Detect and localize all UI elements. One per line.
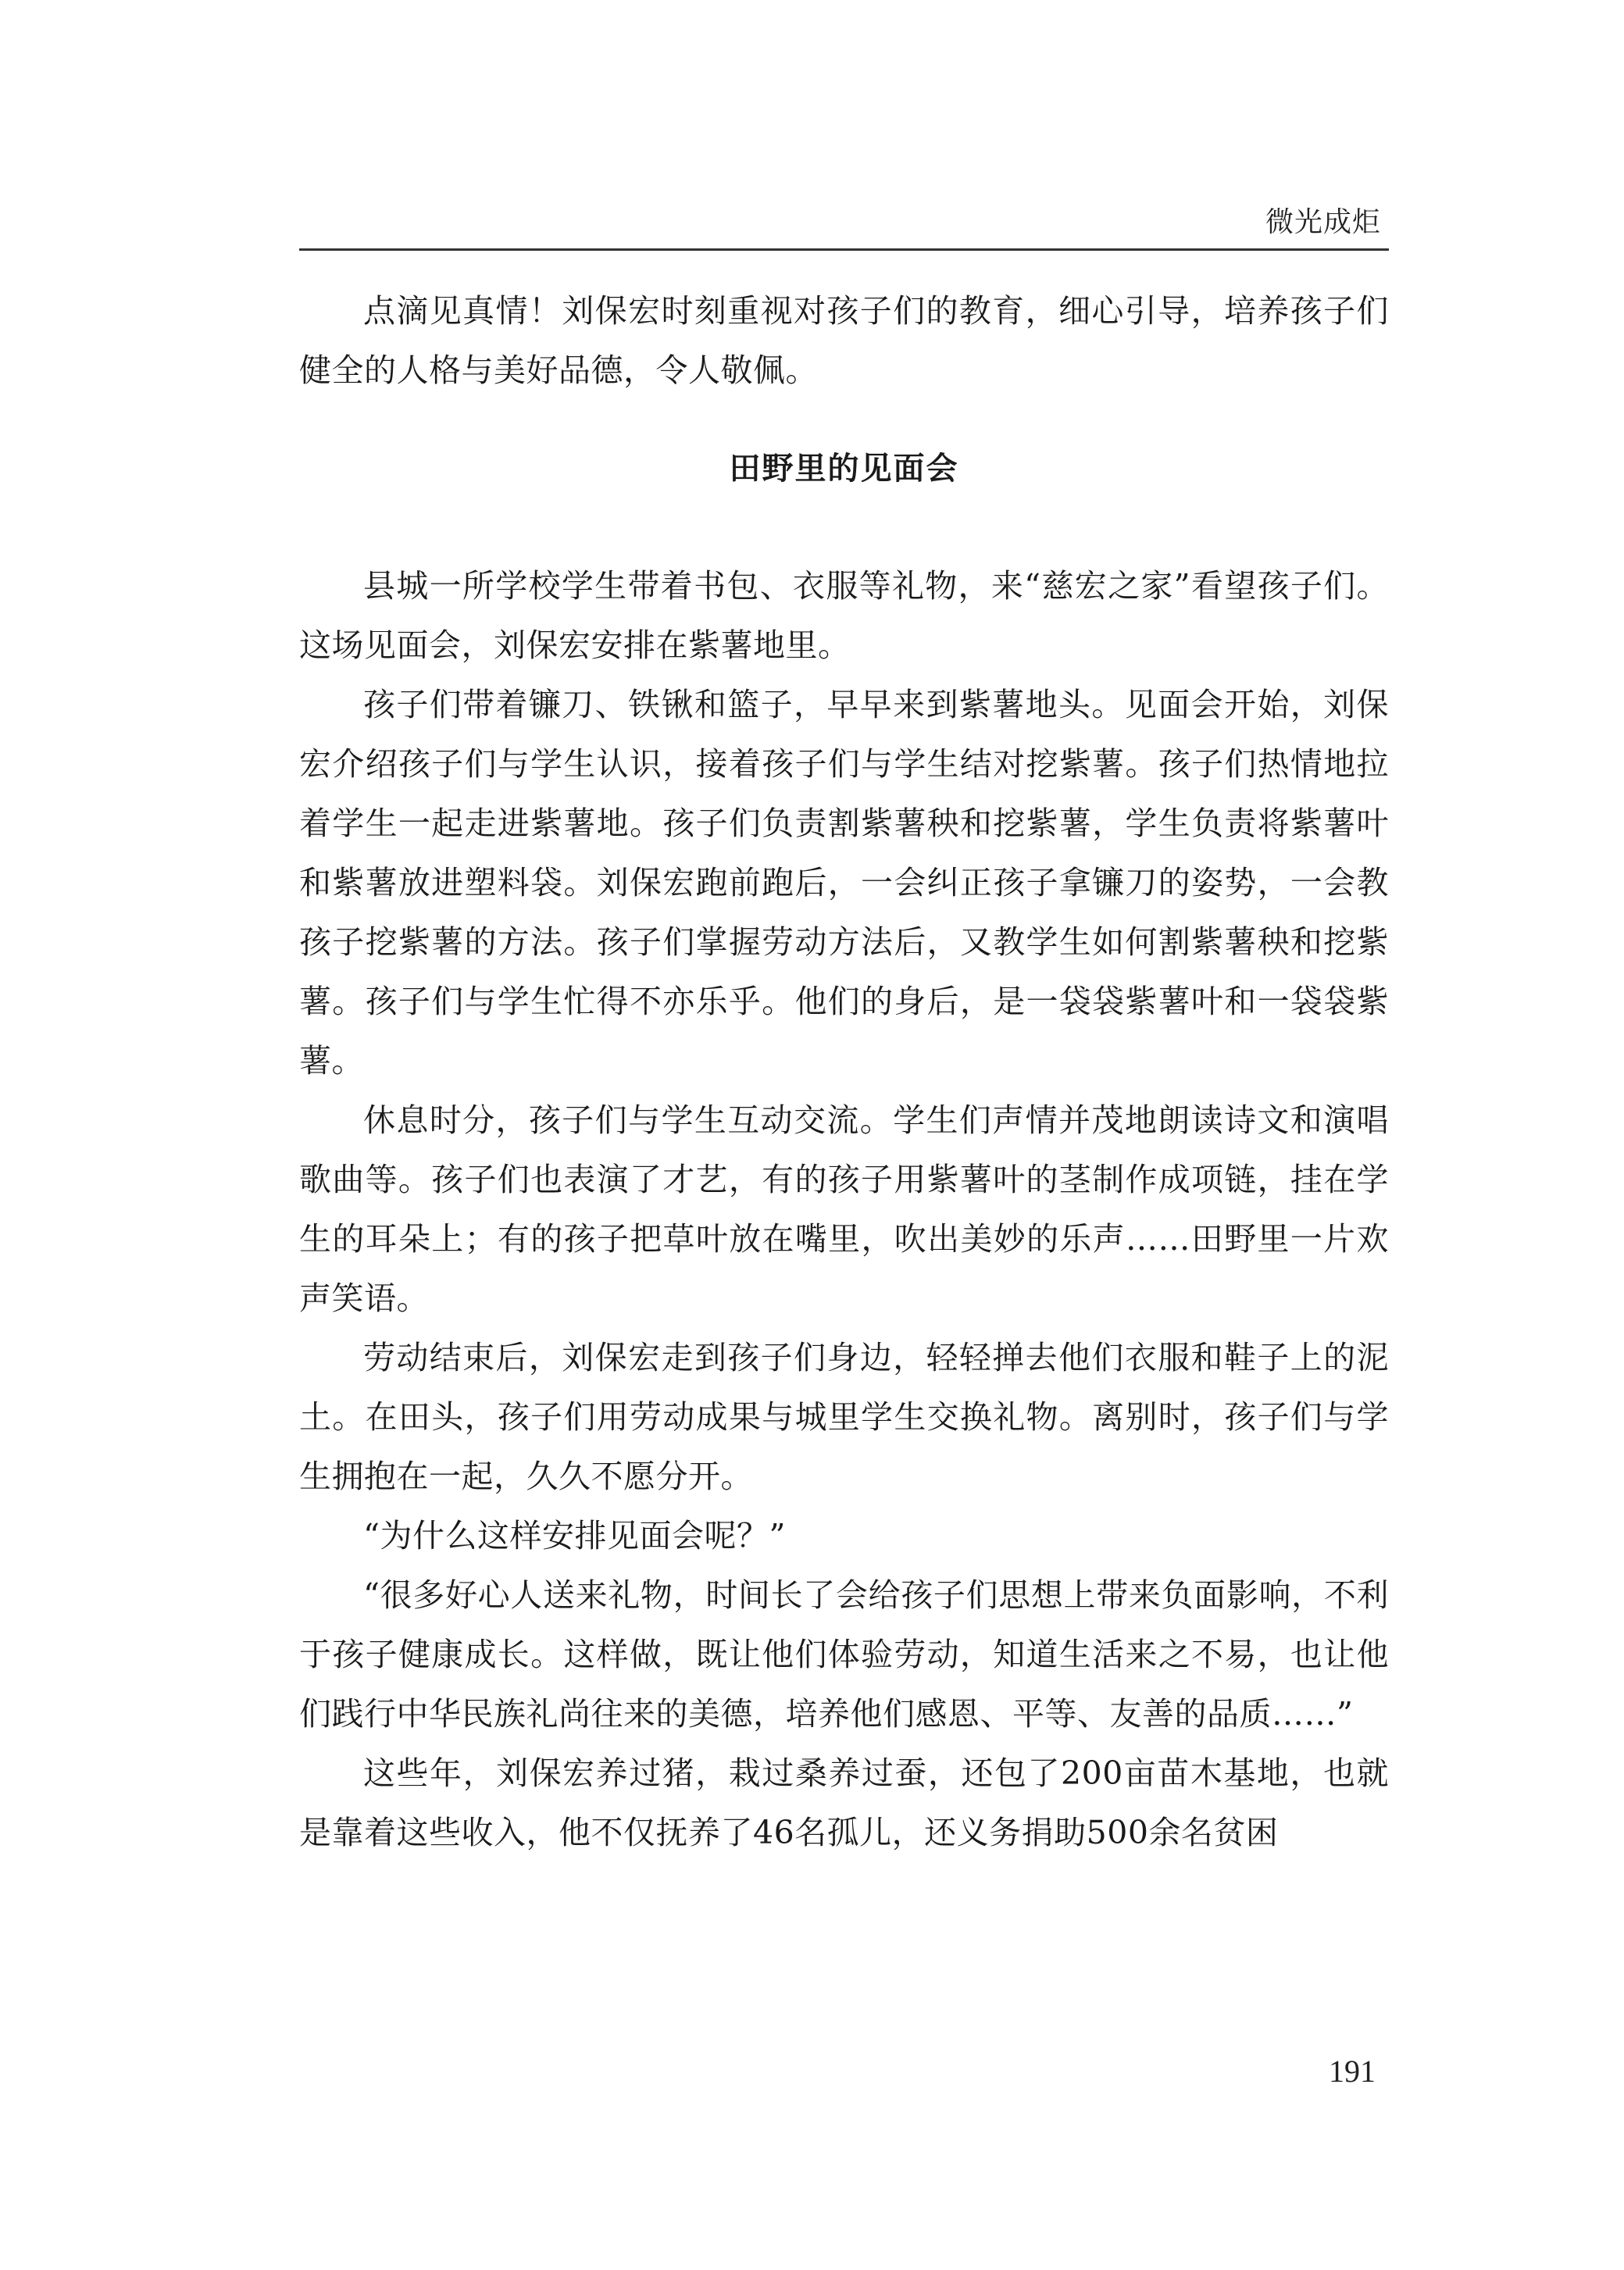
- section-title: 田野里的见面会: [729, 451, 959, 487]
- page-body: [299, 281, 1389, 1862]
- paragraph-1: 县城一所学校学生带着书包、衣服等礼物，来“慈宏之家”看望孩子们。这场见面会，刘保宏安排在紫薯地里。: [299, 567, 1389, 664]
- running-title: 微光成炬: [1265, 206, 1381, 238]
- paragraph-3: 休息时分，孩子们与学生互动交流。学生们声情并茂地朗读诗文和演唱歌曲等。孩子们也表演了才艺，有的孩子用紫薯叶的茎制作成项链，挂在学生的耳朵上；有的孩子把草叶放在嘴里，吹出美妙的乐声……田野里一片欢声笑语。: [299, 1101, 1389, 1317]
- running-header: [299, 187, 1389, 251]
- paragraph-4: 劳动结束后，刘保宏走到孩子们身边，轻轻掸去他们衣服和鞋子上的泥土。在田头，孩子们用劳动成果与城里学生交换礼物。离别时，孩子们与学生拥抱在一起，久久不愿分开。: [299, 1339, 1389, 1495]
- intro-paragraph: 点滴见真情！刘保宏时刻重视对孩子们的教育，细心引导，培养孩子们健全的人格与美好品德，令人敬佩。: [299, 292, 1389, 389]
- paragraph-6-answer: “很多好心人送来礼物，时间长了会给孩子们思想上带来负面影响，不利于孩子健康成长。这样做，既让他们体验劳动，知道生活来之不易，也让他们践行中华民族礼尚往来的美德，培养他们感恩、平等、友善的品质……”: [299, 1576, 1389, 1733]
- paragraph-2: 孩子们带着镰刀、铁锹和篮子，早早来到紫薯地头。见面会开始，刘保宏介绍孩子们与学生认识，接着孩子们与学生结对挖紫薯。孩子们热情地拉着学生一起走进紫薯地。孩子们负责割紫薯秧和挖紫薯，学生负责将紫薯叶和紫薯放进塑料袋。刘保宏跑前跑后，一会纠正孩子拿镰刀的姿势，一会教孩子挖紫薯的方法。孩子们掌握劳动方法后，又教学生如何割紫薯秧和挖紫薯。孩子们与学生忙得不亦乐乎。他们的身后，是一袋袋紫薯叶和一袋袋紫薯。: [299, 686, 1389, 1080]
- paragraph-7: 这些年，刘保宏养过猪，栽过桑养过蚕，还包了200亩苗木基地，也就是靠着这些收入，他不仅抚养了46名孤儿，还义务捐助500余名贫困: [299, 1754, 1389, 1851]
- paragraph-5-question: “为什么这样安排见面会呢？”: [363, 1517, 786, 1554]
- page-number: 191: [1329, 2054, 1376, 2089]
